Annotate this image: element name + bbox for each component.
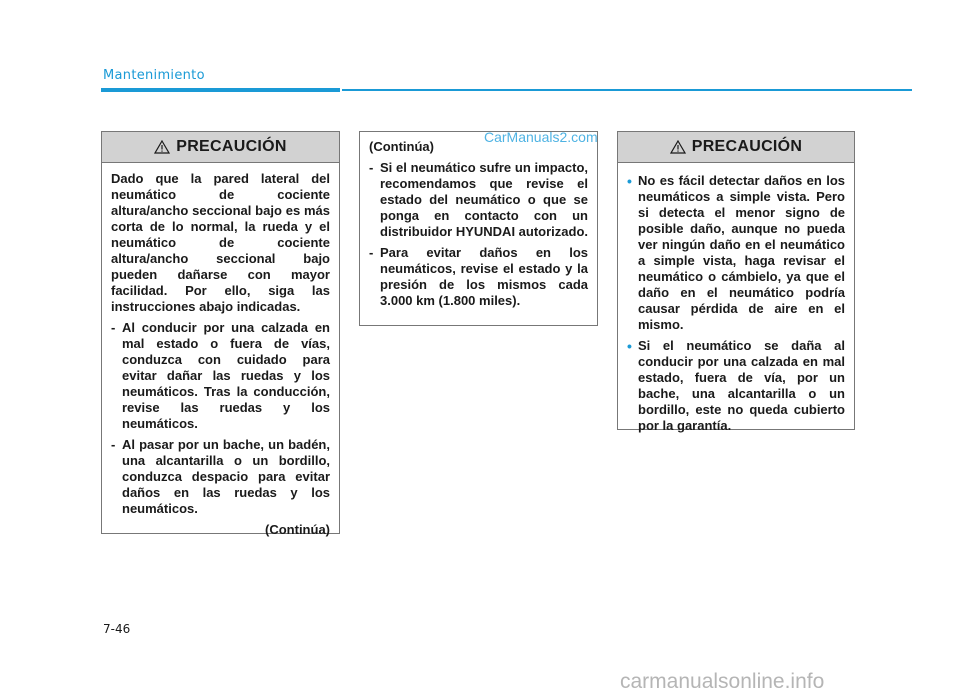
list-item xyxy=(111,320,330,432)
watermark-top: CarManuals2.com xyxy=(484,129,598,145)
dash-marker: - xyxy=(111,320,116,335)
continuation-body xyxy=(360,132,597,322)
continued-label: (Continúa) xyxy=(265,522,330,537)
list-item-text: No es fácil detectar daños en los neumáticos a simple vista. Pero si detecta el menor signo de posible daño, aunque no pueda ver ningún daño en el neumático a simple vista, haga revisar el neumático o cámbielo, ya que el daño en el neumático podría causar pérdida de aire en el mismo. xyxy=(638,173,845,332)
bullet-icon: • xyxy=(627,173,632,189)
dash-marker: - xyxy=(369,245,374,260)
footer-watermark: carmanualsonline.info xyxy=(620,670,825,693)
caution-header-right xyxy=(618,132,854,163)
list-item-text: Para evitar daños en los neumáticos, revise el estado y la presión de los mismos cada 3.000 km (1.800 miles). xyxy=(380,245,588,308)
list-item xyxy=(369,160,588,240)
caution-body-left xyxy=(102,163,339,546)
continued-head: (Continúa) xyxy=(369,139,434,154)
section-title: Mantenimiento xyxy=(103,68,205,83)
header-rule-thick xyxy=(101,88,340,92)
list-item xyxy=(627,173,845,333)
caution-box-left xyxy=(101,131,340,537)
caution-title: PRECAUCIÓN xyxy=(691,138,803,155)
page-number: 7-46 xyxy=(103,622,131,636)
list-item-text: Al conducir por una calzada en mal estado o fuera de vías, conduzca con cuidado para evitar dañar las ruedas y los neumáticos. Tras la conducción, revise las ruedas y los neumáticos. xyxy=(122,320,330,431)
list-item xyxy=(627,338,845,434)
list-item xyxy=(369,245,588,309)
caution-title: PRECAUCIÓN xyxy=(176,138,287,155)
bullet-icon: • xyxy=(627,338,632,354)
warning-triangle-icon xyxy=(154,140,170,154)
caution-box-right xyxy=(617,131,855,433)
caution-body-right xyxy=(618,163,854,447)
dash-marker: - xyxy=(111,437,116,452)
warning-triangle-icon xyxy=(670,140,686,154)
list-item-text: Si el neumático se daña al conducir por una calzada en mal estado, fuera de vía, por un bache, una alcantarilla o un bordillo, este no queda cubierto por la garantía. xyxy=(638,338,845,433)
list-item-text: Al pasar por un bache, un badén, una alcantarilla o un bordillo, conduzca despacio para evitar daños en las ruedas y los neumáticos. xyxy=(122,437,330,516)
caution-intro: Dado que la pared lateral del neumático de cociente altura/ancho seccional bajo es más corta de lo normal, la rueda y el neumático de cociente altura/ancho seccional bajo pueden dañarse con mayor facilidad. Por ello, siga las instrucciones abajo indicadas. xyxy=(111,171,330,314)
list-item-text: Si el neumático sufre un impacto, recomendamos que revise el estado del neumático o que se ponga en contacto con un distribuidor HYUNDAI autorizado. xyxy=(380,160,588,239)
header-rule-thin xyxy=(342,89,912,91)
caution-header-left xyxy=(102,132,339,163)
dash-marker: - xyxy=(369,160,374,175)
list-item xyxy=(111,437,330,517)
continuation-box-middle xyxy=(359,131,598,326)
